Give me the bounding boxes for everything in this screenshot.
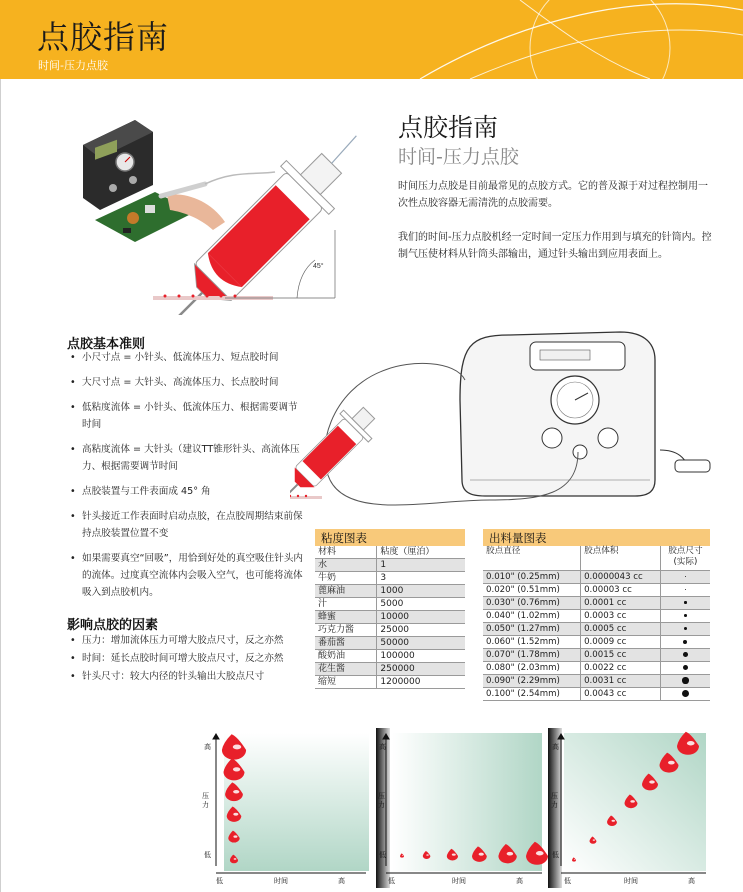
output-table xyxy=(483,546,710,701)
volume-cell: 0.0009 cc xyxy=(581,636,661,649)
principle-item: • 如果需要真空“回吸”，用恰到好处的真空吸住针头内的流体。过度真空流体内会吸入空气，也可能将流体吸入到点胶机内。 xyxy=(70,550,305,601)
time-axis-label: 时间 xyxy=(274,877,288,885)
pressure-axis-label-2: 压力 xyxy=(378,792,385,809)
principle-item: • 低粘度流体 = 小针头、低流体压力、根据需要调节时间 xyxy=(70,399,305,433)
table-row xyxy=(483,584,710,597)
viscosity-table xyxy=(315,546,465,689)
dot-size-cell xyxy=(660,675,710,688)
volume-cell: 0.0022 cc xyxy=(581,662,661,675)
table-row xyxy=(483,610,710,623)
principle-item: • 针头接近工作表面时启动点胶，在点胶周期结束前保持点胶装置位置不变 xyxy=(70,508,305,542)
pressure-axis-label-3: 压力 xyxy=(551,792,558,809)
time-axis-label-2: 时间 xyxy=(452,877,466,885)
pressure-high-label-3: 高 xyxy=(552,743,559,751)
output-header-row xyxy=(483,546,710,571)
table-row xyxy=(315,598,465,611)
table-row xyxy=(315,624,465,637)
material-cell: 缩短 xyxy=(315,676,377,689)
diameter-cell: 0.080" (2.03mm) xyxy=(483,662,581,675)
principle-item: • 小尺寸点 = 小针头、低流体压力、短点胶时间 xyxy=(70,349,305,366)
output-header-cell: 胶点尺寸 (实际) xyxy=(660,546,710,571)
dispenser-station-illustration xyxy=(290,320,730,530)
factor-text: 针头尺寸：较大内径的针头输出大胶点尺寸 xyxy=(82,671,265,682)
dot-size-cell xyxy=(660,636,710,649)
viscosity-cell: 1200000 xyxy=(377,676,465,689)
factor-text: 压力：增加流体压力可增大胶点尺寸，反之亦然 xyxy=(82,635,284,646)
dot-size-mark xyxy=(685,576,686,577)
time-high-label: 高 xyxy=(338,877,345,885)
volume-cell: 0.0000043 cc xyxy=(581,571,661,584)
output-table-title: 出料量图表 xyxy=(483,529,710,546)
viscosity-cell: 1 xyxy=(377,559,465,572)
principle-item: • 高粘度流体 = 大针头（建议TT锥形针头、高流体压力、根据需要调节时间 xyxy=(70,441,305,475)
viscosity-cell: 25000 xyxy=(377,624,465,637)
material-cell: 汁 xyxy=(315,598,377,611)
pressure-low-label-2: 低 xyxy=(379,851,386,859)
volume-cell: 0.0005 cc xyxy=(581,623,661,636)
table-row xyxy=(315,637,465,650)
angle-label: 45° xyxy=(313,263,324,270)
dispenser-and-syringe-illustration xyxy=(75,100,385,315)
time-high-label-3: 高 xyxy=(688,877,695,885)
factor-item: • 时间：延长点胶时间可增大胶点尺寸，反之亦然 xyxy=(70,650,310,667)
diameter-cell: 0.100" (2.54mm) xyxy=(483,688,581,701)
factor-item: • 针头尺寸：较大内径的针头输出大胶点尺寸 xyxy=(70,668,310,685)
principle-text: 低粘度流体 = 小针头、低流体压力、根据需要调节时间 xyxy=(82,402,298,430)
viscosity-cell: 3 xyxy=(377,572,465,585)
header-title: 点胶指南 xyxy=(37,18,170,56)
time-chart-area xyxy=(392,733,542,871)
left-rule xyxy=(0,79,1,892)
material-cell: 水 xyxy=(315,559,377,572)
table-row xyxy=(483,688,710,701)
dot-size-cell xyxy=(660,688,710,701)
pressure-high-label-2: 高 xyxy=(379,743,386,751)
dot-size-cell xyxy=(660,649,710,662)
principle-item: • 大尺寸点 = 大针头、高流体压力、长点胶时间 xyxy=(70,374,305,391)
diameter-cell: 0.030" (0.76mm) xyxy=(483,597,581,610)
viscosity-table-title: 粘度图表 xyxy=(315,529,465,546)
intro-paragraph-1: 时间压力点胶是目前最常见的点胶方式。它的普及源于对过程控制用一次性点胶容器无需清洗的点胶需要。 xyxy=(398,181,708,209)
dot-size-mark xyxy=(685,589,687,591)
material-cell: 酸奶油 xyxy=(315,650,377,663)
viscosity-header-cell: 材料 xyxy=(315,546,377,559)
principle-text: 如果需要真空“回吸”，用恰到好处的真空吸住针头内的流体。过度真空流体内会吸入空气，也可能将流体吸入到点胶机内。 xyxy=(82,553,304,598)
table-row xyxy=(315,585,465,598)
volume-cell: 0.0001 cc xyxy=(581,597,661,610)
volume-cell: 0.0031 cc xyxy=(581,675,661,688)
table-row xyxy=(483,649,710,662)
principle-text: 高粘度流体 = 大针头（建议TT锥形针头、高流体压力、根据需要调节时间 xyxy=(82,444,300,472)
material-cell: 牛奶 xyxy=(315,572,377,585)
time-axis-label-3: 时间 xyxy=(624,877,638,885)
table-row xyxy=(483,623,710,636)
dot-size-cell xyxy=(660,597,710,610)
diameter-cell: 0.010" (0.25mm) xyxy=(483,571,581,584)
dot-size-cell xyxy=(660,662,710,675)
dot-size-cell xyxy=(660,571,710,584)
table-row xyxy=(315,572,465,585)
dot-size-mark xyxy=(684,614,687,617)
material-cell: 蓖麻油 xyxy=(315,585,377,598)
dot-size-mark xyxy=(682,690,689,697)
principle-text: 点胶装置与工件表面成 45° 角 xyxy=(82,486,211,497)
viscosity-cell: 100000 xyxy=(377,650,465,663)
table-row xyxy=(315,650,465,663)
viscosity-cell: 250000 xyxy=(377,663,465,676)
table-row xyxy=(483,675,710,688)
factors-heading: 影响点胶的因素 xyxy=(67,618,159,633)
dot-size-mark xyxy=(684,627,687,630)
viscosity-cell: 5000 xyxy=(377,598,465,611)
factor-text: 时间：延长点胶时间可增大胶点尺寸，反之亦然 xyxy=(82,653,284,664)
principle-item: • 点胶装置与工件表面成 45° 角 xyxy=(70,483,305,500)
output-header-cell: 胶点直径 xyxy=(483,546,581,571)
hero-title: 点胶指南 xyxy=(398,113,499,142)
diameter-cell: 0.020" (0.51mm) xyxy=(483,584,581,597)
table-row xyxy=(315,611,465,624)
dot-size-mark xyxy=(683,665,689,671)
dot-size-mark xyxy=(683,640,687,644)
table-row xyxy=(483,597,710,610)
viscosity-cell: 10000 xyxy=(377,611,465,624)
pressure-axis-label: 压力 xyxy=(202,792,209,809)
table-row xyxy=(483,662,710,675)
dot-size-cell xyxy=(660,610,710,623)
dot-size-mark xyxy=(682,677,688,683)
table-row xyxy=(315,559,465,572)
volume-cell: 0.0043 cc xyxy=(581,688,661,701)
diameter-cell: 0.060" (1.52mm) xyxy=(483,636,581,649)
table-row xyxy=(315,676,465,689)
table-row xyxy=(483,636,710,649)
principle-text: 小尺寸点 = 小针头、低流体压力、短点胶时间 xyxy=(82,352,279,363)
material-cell: 番茄酱 xyxy=(315,637,377,650)
principles-heading: 点胶基本准则 xyxy=(67,337,146,352)
diameter-cell: 0.050" (1.27mm) xyxy=(483,623,581,636)
pressure-chart-area xyxy=(224,733,369,871)
material-cell: 巧克力酱 xyxy=(315,624,377,637)
viscosity-header-cell: 粘度（厘泊） xyxy=(377,546,465,559)
dot-size-mark xyxy=(683,652,688,657)
volume-cell: 0.00003 cc xyxy=(581,584,661,597)
viscosity-cell: 1000 xyxy=(377,585,465,598)
viscosity-cell: 50000 xyxy=(377,637,465,650)
pressure-low-label: 低 xyxy=(204,851,211,859)
volume-cell: 0.0003 cc xyxy=(581,610,661,623)
table-row xyxy=(483,571,710,584)
pressure-low-label-3: 低 xyxy=(552,851,559,859)
diameter-cell: 0.070" (1.78mm) xyxy=(483,649,581,662)
dot-size-cell xyxy=(660,584,710,597)
material-cell: 花生酱 xyxy=(315,663,377,676)
diameter-cell: 0.040" (1.02mm) xyxy=(483,610,581,623)
volume-cell: 0.0015 cc xyxy=(581,649,661,662)
page-header xyxy=(0,0,743,79)
dot-size-charts xyxy=(196,728,709,888)
time-low-label-3: 低 xyxy=(564,877,571,885)
hero-subtitle: 时间-压力点胶 xyxy=(398,146,519,168)
material-cell: 蜂蜜 xyxy=(315,611,377,624)
charts-canvas xyxy=(196,728,709,888)
diameter-cell: 0.090" (2.29mm) xyxy=(483,675,581,688)
pressure-high-label: 高 xyxy=(204,743,211,751)
principle-text: 大尺寸点 = 大针头、高流体压力、长点胶时间 xyxy=(82,377,279,388)
intro-paragraph-2: 我们的时间-压力点胶机经一定时间一定压力作用到与填充的针筒内。控制气压使材料从针筒头部输出，通过针头输出到应用表面上。 xyxy=(398,232,712,260)
dot-size-cell xyxy=(660,623,710,636)
time-low-label-2: 低 xyxy=(388,877,395,885)
factor-item: • 压力：增加流体压力可增大胶点尺寸，反之亦然 xyxy=(70,632,310,649)
table-row xyxy=(315,663,465,676)
time-high-label-2: 高 xyxy=(516,877,523,885)
output-header-cell: 胶点体积 xyxy=(581,546,661,571)
time-low-label: 低 xyxy=(216,877,223,885)
dot-size-mark xyxy=(684,601,686,603)
viscosity-header-row xyxy=(315,546,465,559)
header-subtitle: 时间-压力点胶 xyxy=(38,59,108,72)
principle-text: 针头接近工作表面时启动点胶，在点胶周期结束前保持点胶装置位置不变 xyxy=(82,511,303,539)
